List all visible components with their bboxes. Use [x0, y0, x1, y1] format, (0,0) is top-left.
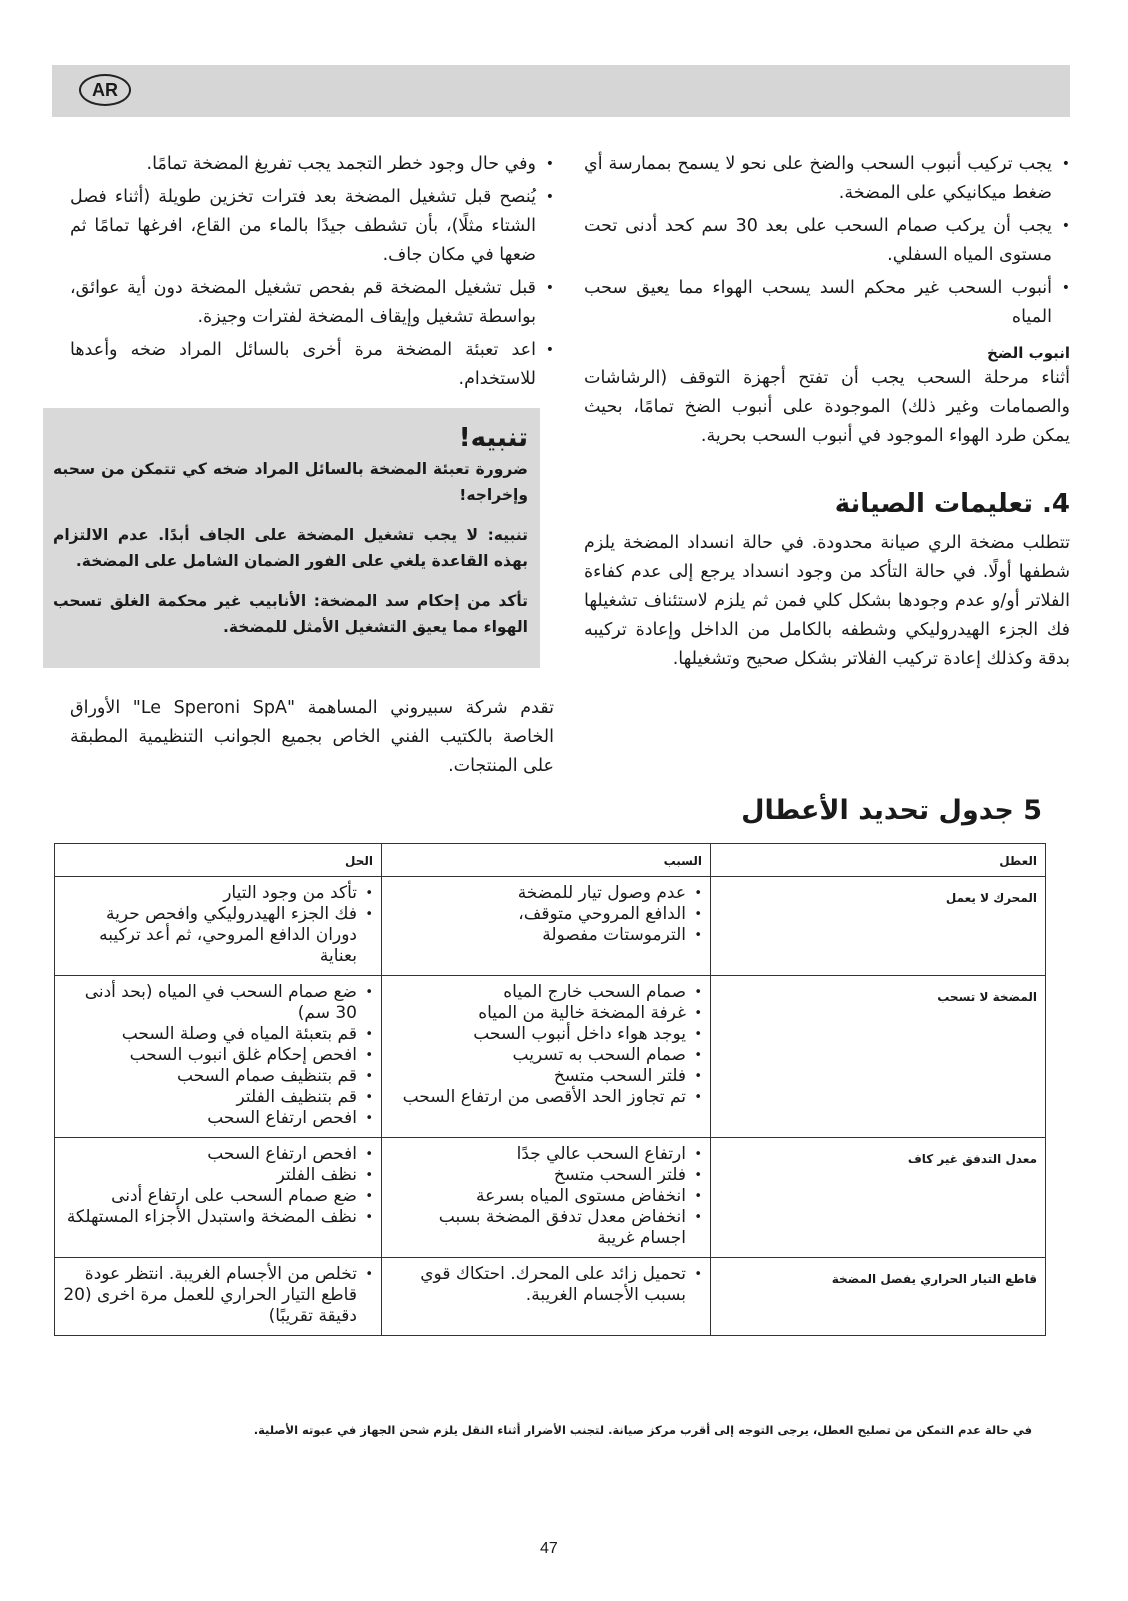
list-item: • قم بتنظيف صمام السحب — [63, 1066, 373, 1087]
list-item: • قم بتعبئة المياه في وصلة السحب — [63, 1024, 373, 1045]
list-item: • عدم وصول تيار للمضخة — [390, 883, 702, 904]
warning-box — [43, 408, 540, 668]
list-item: • تحميل زائد على المحرك. احتكاك قوي بسبب الأجسام الغريبة. — [390, 1264, 702, 1306]
solution-cell — [55, 1258, 382, 1336]
list-item: • تخلص من الأجسام الغريبة. انتظر عودة قاطع التيار الحراري للعمل مرة اخرى (20 دقيقة تقريبًا) — [63, 1264, 373, 1327]
warning-text: ضرورة تعبئة المضخة بالسائل المراد ضخه كي تتمكن من سحبه وإخراجه! — [53, 460, 528, 504]
warning-title: تنبيه! — [458, 423, 528, 453]
warning-text: تنبيه: لا يجب تشغيل المضخة على الجاف أبدًا. عدم الالتزام بهذه القاعدة يلغي على الفور الضمان الشامل على المضخة. — [53, 526, 528, 570]
list-item: • فلتر السحب متسخ — [390, 1066, 702, 1087]
list-item: • ضع صمام السحب في المياه (بحد أدنى 30 سم) — [63, 982, 373, 1024]
company-text: تقدم شركة سبيروني المساهمة "Le Speroni SpA" الأوراق الخاصة بالكتيب الفني الخاص بجميع الجوانب التنظيمية المطبقة على المنتجات. — [70, 698, 555, 776]
list-item: • انخفاض معدل تدفق المضخة بسبب اجسام غريبة — [390, 1207, 702, 1249]
list-item: • افحص إحكام غلق انبوب السحب — [63, 1045, 373, 1066]
solution-cell — [55, 976, 382, 1138]
list-item: • ضع صمام السحب على ارتفاع أدنى — [63, 1186, 373, 1207]
table-row — [55, 1138, 1046, 1258]
table-row — [55, 976, 1046, 1138]
list-item: • الدافع المروحي متوقف، — [390, 904, 702, 925]
left-column — [53, 150, 555, 781]
cause-cell — [382, 1138, 711, 1258]
list-item: • فلتر السحب متسخ — [390, 1165, 702, 1186]
solution-cell — [55, 1138, 382, 1258]
solution-cell — [55, 877, 382, 976]
list-item: • افحص ارتفاع السحب — [63, 1144, 373, 1165]
list-item: • يجب تركيب أنبوب السحب والضخ على نحو لا يسمح بممارسة أي ضغط ميكانيكي على المضخة. — [584, 150, 1070, 208]
solution-column-header: الحل — [55, 844, 382, 877]
list-item: • يجب أن يركب صمام السحب على بعد 30 سم كحد أدنى تحت مستوى المياه السفلي. — [584, 212, 1070, 270]
list-item: • يُنصح قبل تشغيل المضخة بعد فترات تخزين طويلة (أثناء فصل الشتاء مثلًا)، بأن تشطف جيدًا بالماء من القاع، افرغها تمامًا ثم ضعها في مكان جاف. — [70, 183, 554, 270]
language-badge: AR — [79, 74, 131, 106]
list-item: • انخفاض مستوى المياه بسرعة — [390, 1186, 702, 1207]
list-item: • غرفة المضخة خالية من المياه — [390, 1003, 702, 1024]
installation-bullets — [584, 150, 1070, 332]
fault-cell: المضخة لا تسحب — [711, 976, 1046, 1138]
page-number: 47 — [540, 1540, 558, 1557]
list-item: • قم بتنظيف الفلتر — [63, 1087, 373, 1108]
list-item: • يوجد هواء داخل أنبوب السحب — [390, 1024, 702, 1045]
list-item: • تم تجاوز الحد الأقصى من ارتفاع السحب — [390, 1087, 702, 1108]
fault-cell: المحرك لا يعمل — [711, 877, 1046, 976]
list-item: • تأكد من وجود التيار — [63, 883, 373, 904]
maintenance-text: تتطلب مضخة الري صيانة محدودة. في حالة انسداد المضخة يلزم شطفها أولًا. في حالة التأكد من وجود انسداد يرجع إلى عدم كفاءة الفلاتر أو/و عدم وجودها بشكل كلي فمن ثم يلزم لاستئناف تشغيلها فك الجزء الهيدروليكي وشطفه بالكامل من الداخل وإعادة تركيبه بدقة وكذلك إعادة تركيب الفلاتر بشكل صحيح وتشغيلها. — [584, 533, 1070, 669]
list-item: • نظف المضخة واستبدل الأجزاء المستهلكة — [63, 1207, 373, 1228]
fault-table-title: 5 جدول تحديد الأعطال — [741, 795, 1042, 826]
fault-column-header: العطل — [711, 844, 1046, 877]
list-item: • صمام السحب به تسريب — [390, 1045, 702, 1066]
list-item: • وفي حال وجود خطر التجمد يجب تفريغ المضخة تمامًا. — [70, 150, 554, 179]
list-item: • أنبوب السحب غير محكم السد يسحب الهواء مما يعيق سحب المياه — [584, 274, 1070, 332]
list-item: • افحص ارتفاع السحب — [63, 1108, 373, 1129]
list-item: • الترموستات مفصولة — [390, 925, 702, 946]
maintenance-title: 4. تعليمات الصيانة — [834, 489, 1070, 519]
fault-cell: معدل التدفق غير كاف — [711, 1138, 1046, 1258]
table-header-row — [55, 844, 1046, 877]
cause-cell — [382, 976, 711, 1138]
list-item: • اعد تعبئة المضخة مرة أخرى بالسائل المراد ضخه وأعدها للاستخدام. — [70, 336, 554, 394]
warning-text: تأكد من إحكام سد المضخة: الأنابيب غير محكمة الغلق تسحب الهواء مما يعيق التشغيل الأمثل للمضخة. — [53, 592, 528, 636]
header-bar — [52, 65, 1070, 117]
list-item: • قبل تشغيل المضخة قم بفحص تشغيل المضخة دون أية عوائق، بواسطة تشغيل وإيقاف المضخة لفترات وجيزة. — [70, 274, 554, 332]
list-item: • صمام السحب خارج المياه — [390, 982, 702, 1003]
footer-note: في حالة عدم التمكن من تصليح العطل، يرجى التوجه إلى أقرب مركز صيانة. لتجنب الأضرار أثناء النقل يلزم شحن الجهاز في عبوته الأصلية. — [253, 1423, 1032, 1437]
list-item: • فك الجزء الهيدروليكي وافحص حرية دوران الدافع المروحي، ثم أعد تركيبه بعناية — [63, 904, 373, 967]
storage-bullets — [70, 150, 554, 394]
table-row — [55, 877, 1046, 976]
cause-cell — [382, 877, 711, 976]
list-item: • نظف الفلتر — [63, 1165, 373, 1186]
cause-cell — [382, 1258, 711, 1336]
right-column — [584, 150, 1070, 674]
pump-pipe-heading: انبوب الضخ — [987, 344, 1070, 362]
list-item: • ارتفاع السحب عالي جدًا — [390, 1144, 702, 1165]
fault-cell: قاطع التيار الحراري يفصل المضخة — [711, 1258, 1046, 1336]
pump-pipe-text: أثناء مرحلة السحب يجب أن تفتح أجهزة التوقف (الرشاشات والصمامات وغير ذلك) الموجودة على أنبوب الضخ تمامًا، بحيث يمكن طرد الهواء الموجود في أنبوب السحب بحرية. — [584, 368, 1070, 446]
table-row — [55, 1258, 1046, 1336]
fault-table — [54, 843, 1046, 1336]
cause-column-header: السبب — [382, 844, 711, 877]
